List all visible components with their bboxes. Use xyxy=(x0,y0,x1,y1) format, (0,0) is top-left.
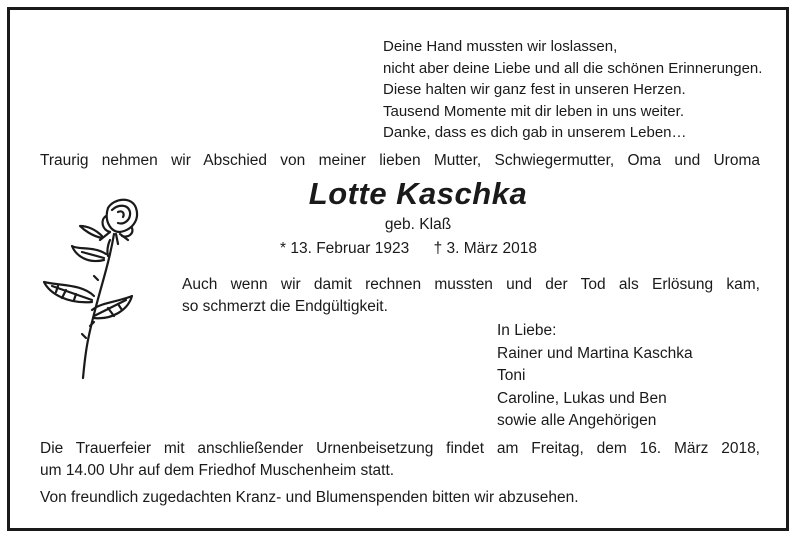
service-line: um 14.00 Uhr auf dem Friedhof Muschenheim statt. xyxy=(40,462,395,479)
poem-line: Tausend Momente mit dir leben in uns weiter. xyxy=(383,102,684,120)
death-date: † 3. März 2018 xyxy=(433,240,537,257)
rose-icon xyxy=(36,190,146,382)
life-dates xyxy=(280,240,537,258)
signer-line: sowie alle Angehörigen xyxy=(497,412,657,429)
poem-line: Deine Hand mussten wir loslassen, xyxy=(383,38,618,55)
flowers-note: Von freundlich zugedachten Kranz- und Blumenspenden bitten wir abzusehen. xyxy=(40,489,579,506)
condolence-quote xyxy=(182,274,760,318)
birth-date: * 13. Februar 1923 xyxy=(280,240,410,257)
poem-line: Diese halten wir ganz fest in unseren Herzen. xyxy=(383,81,686,98)
maiden-name: geb. Klaß xyxy=(384,216,452,233)
quote-line: so schmerzt die Endgültigkeit. xyxy=(182,298,388,315)
poem-line: Danke, dass es dich gab in unserem Leben… xyxy=(383,124,687,141)
signer-line: Rainer und Martina Kaschka xyxy=(497,344,693,362)
signers xyxy=(497,320,693,433)
quote-line: Auch wenn wir damit rechnen mussten und der Tod als Erlösung kam, xyxy=(182,276,760,293)
intro-text: Traurig nehmen wir Abschied von meiner lieben Mutter, Schwiegermutter, Oma und Uroma xyxy=(40,152,760,169)
signer-line: Caroline, Lukas und Ben xyxy=(497,389,667,407)
poem-line: nicht aber deine Liebe und all die schönen Erinnerungen. xyxy=(383,59,763,77)
signer-line: Toni xyxy=(497,367,526,384)
service-line: Die Trauerfeier mit anschließender Urnenbeisetzung findet am Freitag, dem 16. März 2018, xyxy=(40,440,760,457)
funeral-service-info xyxy=(40,438,760,482)
poem xyxy=(383,36,762,144)
signer-line: In Liebe: xyxy=(497,322,557,339)
deceased-name: Lotte Kaschka xyxy=(308,176,528,211)
